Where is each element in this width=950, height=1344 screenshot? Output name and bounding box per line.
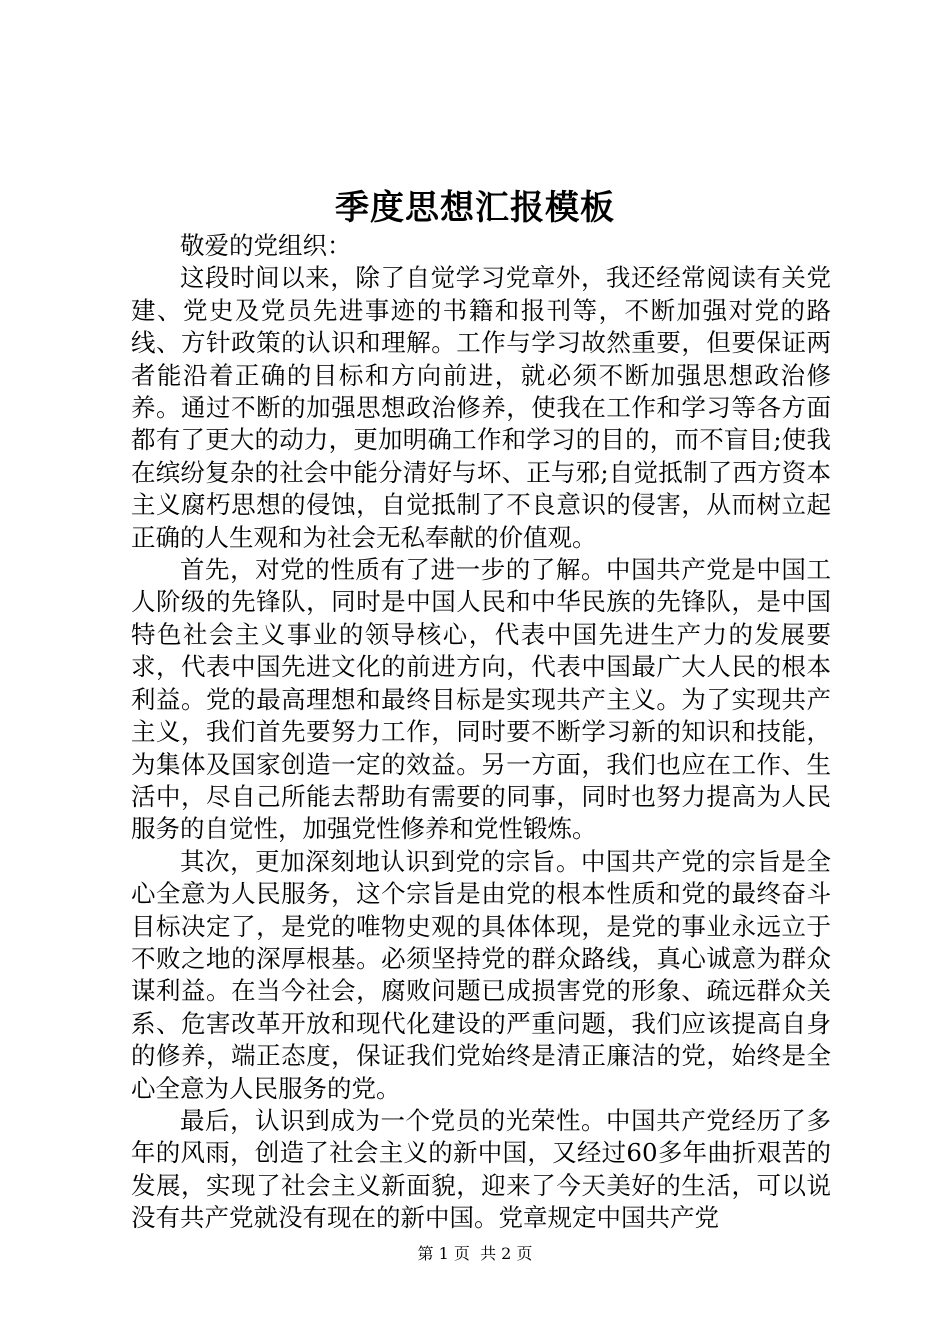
page-number-label: 第 1 页 共 2 页 [417, 1244, 533, 1263]
page-footer [0, 1243, 950, 1265]
document-title: 季度思想汇报模板 [335, 188, 615, 228]
salutation: 敬爱的党组织： [180, 231, 352, 260]
paragraph-1: 这段时间以来，除了自觉学习党章外，我还经常阅读有关党建、党史及党员先进事迹的书籍和报刊等，不断加强对党的路线、方针政策的认识和理解。工作与学习故然重要，但要保证两者能沿着正确的目标和方向前进，就必须不断加强思想政治修养。通过不断的加强思想政治修养，使我在工作和学习等各方面都有了更大的动力，更加明确工作和学习的目的，而不盲目;使我在缤纷复杂的社会中能分清好与坏、正与邪;自觉抵制了西方资本主义腐朽思想的侵蚀，自觉抵制了不良意识的侵害，从而树立起正确的人生观和为社会无私奉献的价值观。 [131, 263, 831, 552]
paragraph-4: 最后，认识到成为一个党员的光荣性。中国共产党经历了多年的风雨，创造了社会主义的新中国，又经过60多年曲折艰苦的发展，实现了社会主义新面貌，迎来了今天美好的生活，可以说没有共产党就没有现在的新中国。党章规定中国共产党 [131, 1105, 831, 1233]
document-body [131, 230, 831, 1235]
paragraph-3: 其次，更加深刻地认识到党的宗旨。中国共产党的宗旨是全心全意为人民服务，这个宗旨是由党的根本性质和党的最终奋斗目标决定了，是党的唯物史观的具体体现，是党的事业永远立于不败之地的深厚根基。必须坚持党的群众路线，真心诚意为群众谋利益。在当今社会，腐败问题已成损害党的形象、疏远群众关系、危害改革开放和现代化建设的严重问题，我们应该提高自身的修养，端正态度，保证我们党始终是清正廉洁的党，始终是全心全意为人民服务的党。 [131, 846, 831, 1103]
paragraph-2: 首先，对党的性质有了进一步的了解。中国共产党是中国工人阶级的先锋队，同时是中国人民和中华民族的先锋队，是中国特色社会主义事业的领导核心，代表中国先进生产力的发展要求，代表中国先进文化的前进方向，代表中国最广大人民的根本利益。党的最高理想和最终目标是实现共产主义。为了实现共产主义，我们首先要努力工作，同时要不断学习新的知识和技能，为集体及国家创造一定的效益。另一方面，我们也应在工作、生活中，尽自己所能去帮助有需要的同事，同时也努力提高为人民服务的自觉性，加强党性修养和党性锻炼。 [131, 555, 831, 844]
